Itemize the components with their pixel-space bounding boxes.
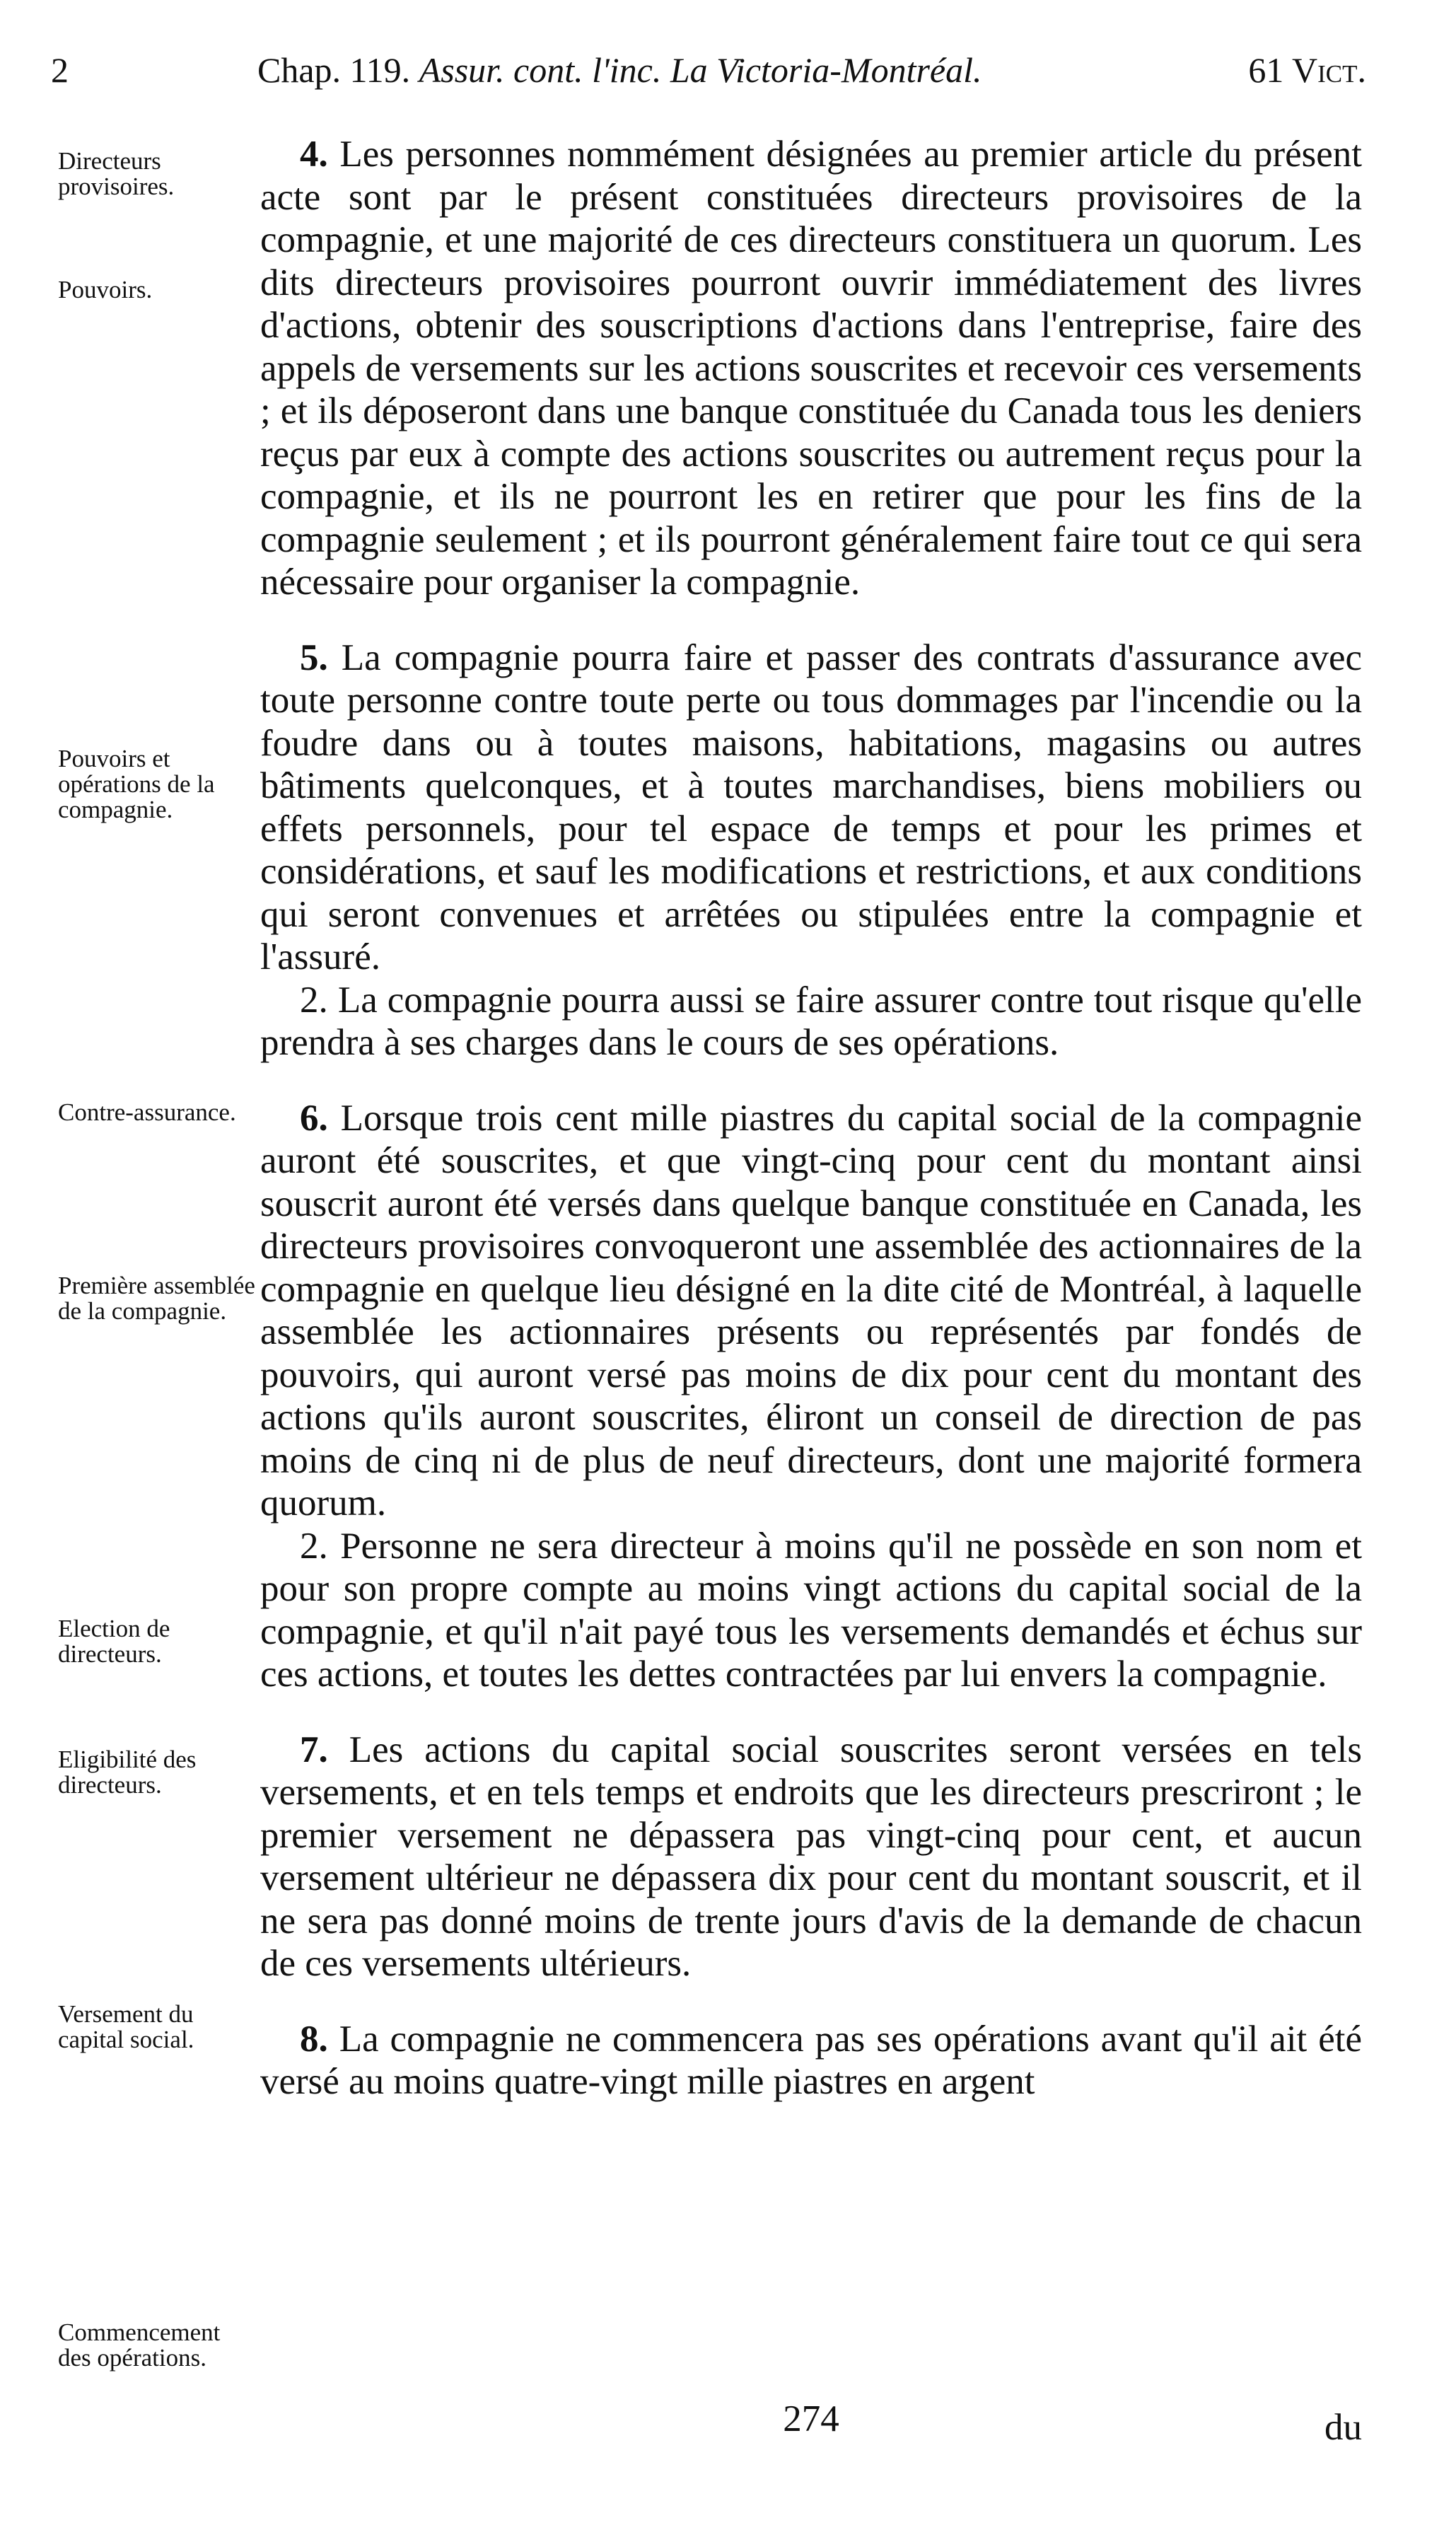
subsection-paragraph — [260, 979, 1362, 1064]
margin-note: Election de directeurs. — [58, 1615, 170, 1668]
footer-page-number: 274 — [783, 2398, 839, 2439]
section-paragraph — [260, 2018, 1362, 2103]
page-footer — [260, 2398, 1362, 2447]
header-page-number: 2 — [51, 50, 69, 90]
section-text: La compagnie pourra faire et passer des contrats d'assurance avec toute personne contre toute perte ou tous dommages par l'incendie ou la foudre dans ou à toutes maisons, habitations, magasins ou autres bâtiments quelconques, et à toutes marchandises, biens mobiliers ou effets personnels, pour tel espace de temps et pour les primes et considérations, et sauf les modifications et restrictions, et aux conditions qui seront convenues et arrêtées ou stipulées entre la compagnie et l'assuré. — [260, 637, 1363, 977]
margin-note: Directeurs provisoires. — [58, 147, 175, 200]
margin-note: Commencement des opérations. — [58, 2318, 221, 2372]
running-header — [51, 50, 1366, 106]
document-body — [260, 133, 1362, 2103]
section-number: 5. — [300, 637, 328, 678]
section-number: 4. — [300, 134, 328, 175]
section-number: 6. — [300, 1097, 328, 1139]
section-text: Lorsque trois cent mille piastres du capital social de la compagnie auront été souscrites, et que vingt-cinq pour cent du montant ainsi souscrit auront été versés dans quelque banque constituée en Canada, les directeurs provisoires convoqueront une assemblée des actionnaires de la compagnie en quelque lieu désigné en la dite cité de Montréal, à laquelle assemblée les actionnaires présents ou représentés par fondés de pouvoirs, qui auront versé pas moins de dix pour cent du montant des actions qu'ils auront souscrites, éliront un conseil de direction de pas moins de cinq ni de plus de neuf directeurs, dont une majorité formera quorum. — [260, 1097, 1362, 1523]
section-text: 2. La compagnie pourra aussi se faire assurer contre tout risque qu'elle prendra à ses charges dans le cours de ses opérations. — [260, 979, 1362, 1063]
margin-note: Première assemblée de la compagnie. — [58, 1272, 255, 1325]
margin-note: Pouvoirs et opérations de la compagnie. — [58, 745, 215, 823]
header-chapter: Chap. 119. — [257, 50, 411, 90]
section-paragraph — [260, 1729, 1362, 1985]
header-act-title: Assur. cont. l'inc. La Victoria-Montréal. — [419, 50, 982, 90]
section-paragraph — [260, 637, 1362, 979]
section-text: Les actions du capital social souscrites seront versées en tels versements, et en tels temps et endroits que les directeurs prescriront ; le premier versement ne dépassera pas vingt-cinq pour cent, et aucun versement ultérieur ne dépassera dix pour cent du montant souscrit, et il ne sera pas donné moins de trente jours d'avis de la demande de chacun de ces versements ultérieurs. — [260, 1729, 1363, 1984]
section-number: 7. — [300, 1729, 328, 1770]
margin-note: Versement du capital social. — [58, 2000, 194, 2053]
margin-note: Pouvoirs. — [58, 276, 153, 303]
section-paragraph — [260, 1097, 1362, 1525]
section-text: Les personnes nommément désignées au premier article du présent acte sont par le présent constituées directeurs provisoires de la compagnie, et une majorité de ces directeurs constituera un quorum. Les dits directeurs provisoires pourront ouvrir immédiatement des livres d'actions, obtenir des souscriptions d'actions dans l'entreprise, faire des appels de versements sur les actions souscrites et recevoir ces versements ; et ils déposeront dans une banque constituée du Canada tous les deniers reçus par eux à compte des actions souscrites ou autrement reçus pour la compagnie, et ils ne pourront les en retirer que pour les fins de la compagnie seulement ; et ils pourront généralement faire tout ce qui sera nécessaire pour organiser la compagnie. — [260, 134, 1363, 603]
catchword: du — [1324, 2407, 1362, 2448]
section-paragraph — [260, 133, 1362, 604]
header-title — [257, 50, 982, 91]
section-text: La compagnie ne commencera pas ses opérations avant qu'il ait été versé au moins quatre-vingt mille piastres en argent — [260, 2018, 1363, 2102]
section-number: 8. — [300, 2018, 328, 2060]
header-year: 61 Vict. — [1248, 50, 1366, 90]
margin-note: Contre-assurance. — [58, 1098, 236, 1126]
section-text: 2. Personne ne sera directeur à moins qu'il ne possède en son nom et pour son propre compte au moins vingt actions du capital social de la compagnie, et qu'il n'ait payé tous les versements demandés et échus sur ces actions, et toutes les dettes contractées par lui envers la compagnie. — [260, 1525, 1362, 1695]
subsection-paragraph — [260, 1525, 1362, 1696]
margin-note: Eligibilité des directeurs. — [58, 1746, 197, 1799]
